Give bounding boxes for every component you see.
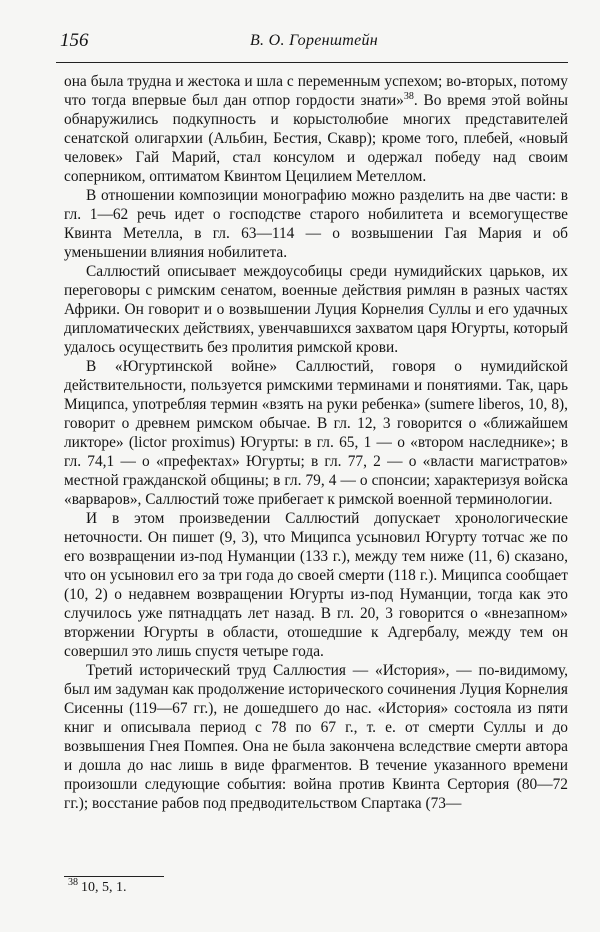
paragraph-6: Третий исторический труд Саллюстия — «История», — по-видимому, был им задуман как продолжение исторического сочинения Луция Корнелия Сисенны (119—67 гг.), не дошедшего до нас. «История» состояла из пяти книг и описывала период с 78 по 67 г., т. е. от смерти Суллы и до возвышения Гнея Помпея. Она не была закончена вследствие смерти автора и дошла до нас лишь в виде фрагментов. В течение указанного времени произошли следующие события: война против Квинта Сертория (80—72 гг.); восстание рабов под предводительством Спартака (73— bbox=[64, 662, 568, 812]
paragraph-4: В «Югуртинской войне» Саллюстий, говоря о нумидийской действительности, пользуется римскими терминами и понятиями. Так, царь Миципса, употребляя термин «взять на руки ребенка» (sumere liberos, 10, 8), говорит о древнем римском обычае. В гл. 12, 3 говорится о «ближайшем ликторе» (lictor proximus) Югурты: в гл. 65, 1 — о «втором наследнике»; в гл. 74,1 — о «префектах» Югурты; в гл. 77, 2 — о «власти магистратов» местной гражданской общины; в гл. 79, 4 — о спонсии; характеризуя войска «варваров», Саллюстий тоже прибегает к римской военной терминологии. bbox=[64, 358, 568, 508]
footnote-rule bbox=[64, 876, 164, 877]
paragraph-1-tail: . Во время этой войны обнаружились подкупность и корыстолюбие многих представителей сенатской олигархии (Альбин, Бестия, Скавр); кроме того, плебей, «новый человек» Гай Марий, стал консулом и одержал победу над своим соперником, оптиматом Квинтом Цецилием Метеллом. bbox=[64, 92, 568, 185]
footnote-text: 10, 5, 1. bbox=[81, 880, 127, 895]
footnote-reference: 38 bbox=[403, 90, 414, 102]
paragraph-2: В отношении композиции монографию можно разделить на две части: в гл. 1—62 речь идет о господстве старого нобилитета и всемогуществе Квинта Метелла, в гл. 63—114 — о возвышении Гая Мария и об уменьшении влияния нобилитета. bbox=[64, 187, 568, 261]
page-header bbox=[60, 30, 568, 56]
paragraph-5: И в этом произведении Саллюстий допускает хронологические неточности. Он пишет (9, 3), что Миципса усыновил Югурту тотчас же по его возвращении из-под Нуманции (133 г.), между тем ниже (11, 6) сказано, что он усыновил его за три года до своей смерти (118 г.). Миципса сообщает (10, 2) о недавнем возвращении Югурты из-под Нуманции, тогда как это случилось уже пятнадцать лет назад. В гл. 20, 3 говорится о «внезапном» вторжении Югурты в области, отошедшие к Адгербалу, между тем он совершил это лишь спустя четыре года. bbox=[64, 510, 568, 660]
header-rule bbox=[56, 62, 568, 63]
footnote-mark: 38 bbox=[68, 877, 78, 889]
page-number: 156 bbox=[60, 30, 89, 51]
paragraph-1 bbox=[64, 72, 568, 186]
running-head: В. О. Горенштейн bbox=[249, 32, 379, 49]
paragraph-1-text: она была трудна и жестока и шла с переменным успехом; во-вторых, потому что тогда впервые был дан отпор гордости знати» bbox=[64, 73, 568, 109]
paragraph-3: Саллюстий описывает междоусобицы среди нумидийских царьков, их переговоры с римским сенатом, военные действия римлян в разных частях Африки. Он говорит и о возвышении Луция Корнелия Суллы и его удачных дипломатических действиях, увенчавшихся захватом царя Югурты, который удалось осуществить без пролития римской крови. bbox=[64, 263, 568, 356]
body-text bbox=[64, 72, 568, 813]
footnote bbox=[68, 877, 127, 896]
